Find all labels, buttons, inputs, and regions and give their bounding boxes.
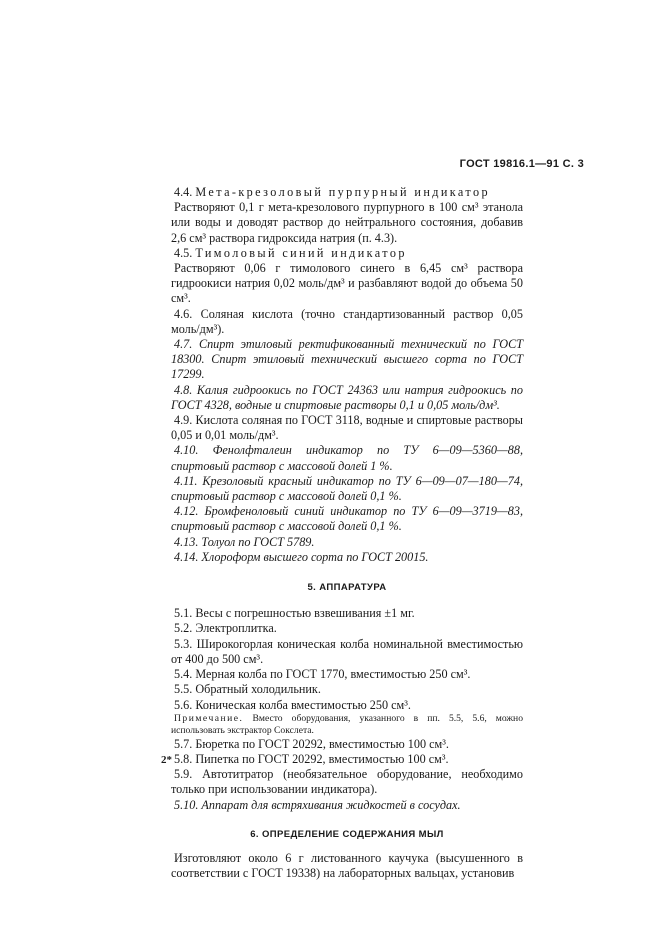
item-4-4-number: 4.4. — [174, 185, 193, 199]
page-header: ГОСТ 19816.1—91 С. 3 — [459, 158, 584, 170]
item-5-2: 5.2. Электроплитка. — [174, 621, 277, 636]
item-4-12: 4.12. Бромфеноловый синий индикатор по ТУ 6—09—3719—83, спиртовый раствор с массовой долей 0,1 %. — [171, 504, 523, 534]
item-4-4-heading: Мета-крезоловый пурпурный индикатор — [195, 185, 490, 199]
note-label: Примечание. — [174, 712, 244, 724]
note — [171, 713, 523, 737]
item-4-5-number: 4.5. — [174, 245, 193, 260]
item-5-1: 5.1. Весы с погрешностью взвешивания ±1 мг. — [174, 606, 415, 621]
page-mark: 2* — [161, 754, 172, 766]
item-4-9: 4.9. Кислота соляная по ГОСТ 3118, водные и спиртовые растворы 0,05 и 0,01 моль/дм³. — [171, 413, 523, 443]
item-4-13: 4.13. Толуол по ГОСТ 5789. — [174, 534, 315, 549]
item-4-14: 4.14. Хлороформ высшего сорта по ГОСТ 20015. — [174, 549, 429, 564]
item-4-5-title — [171, 246, 523, 261]
item-5-7: 5.7. Бюретка по ГОСТ 20292, вместимостью 100 см³. — [174, 736, 449, 751]
item-4-5-heading: Тимоловый синий индикатор — [195, 245, 407, 260]
item-4-4-title — [171, 185, 523, 200]
note-text: Вместо оборудования, указанного в пп. 5.5, 5.6, можно использовать экстрактор Сокслета. — [171, 712, 523, 736]
section-5-heading: 5. АППАРАТУРА — [307, 582, 387, 594]
item-4-4-text: Растворяют 0,1 г мета-крезолового пурпурного в 100 см³ этанола или воды и доводят раствор до нейтрального состояния, добавив 2,6 см³ раствора гидроксида натрия (п. 4.3). — [171, 200, 523, 245]
item-4-7: 4.7. Спирт этиловый ректификованный технический по ГОСТ 18300. Спирт этиловый технический высшего сорта по ГОСТ 17299. — [171, 337, 523, 382]
item-5-4: 5.4. Мерная колба по ГОСТ 1770, вместимостью 250 см³. — [174, 667, 471, 682]
section-6-text: Изготовляют около 6 г листованного каучука (высушенного в соответствии с ГОСТ 19338) на лабораторных вальцах, установив — [171, 850, 523, 881]
document-body — [171, 185, 523, 881]
item-5-8: 5.8. Пипетка по ГОСТ 20292, вместимостью 100 см³. — [174, 751, 449, 766]
section-6-heading: 6. ОПРЕДЕЛЕНИЕ СОДЕРЖАНИЯ МЫЛ — [250, 828, 444, 840]
item-4-8: 4.8. Калия гидроокись по ГОСТ 24363 или натрия гидроокись по ГОСТ 4328, водные и спиртовые растворы 0,1 и 0,05 моль/дм³. — [171, 382, 523, 412]
item-5-10: 5.10. Аппарат для встряхивания жидкостей в сосудах. — [174, 797, 461, 812]
item-4-11: 4.11. Крезоловый красный индикатор по ТУ 6—09—07—180—74, спиртовый раствор с массовой долей 0,1 %. — [171, 473, 523, 504]
item-4-10: 4.10. Фенолфталеин индикатор по ТУ 6—09—5360—88, спиртовый раствор с массовой долей 1 %. — [171, 443, 523, 473]
item-4-5-text: Растворяют 0,06 г тимолового синего в 6,45 см³ раствора гидроокиси натрия 0,02 моль/дм³ и разбавляют водой до объема 50 см³. — [171, 261, 523, 306]
item-5-5: 5.5. Обратный холодильник. — [174, 682, 321, 697]
item-5-3: 5.3. Широкогорлая коническая колба номинальной вместимостью от 400 до 500 см³. — [171, 636, 523, 666]
item-4-6: 4.6. Соляная кислота (точно стандартизованный раствор 0,05 моль/дм³). — [171, 306, 523, 336]
item-5-6: 5.6. Коническая колба вместимостью 250 см³. — [174, 697, 411, 712]
item-5-9: 5.9. Автотитратор (необязательное оборудование, необходимо только при использовании индикатора). — [171, 767, 523, 797]
